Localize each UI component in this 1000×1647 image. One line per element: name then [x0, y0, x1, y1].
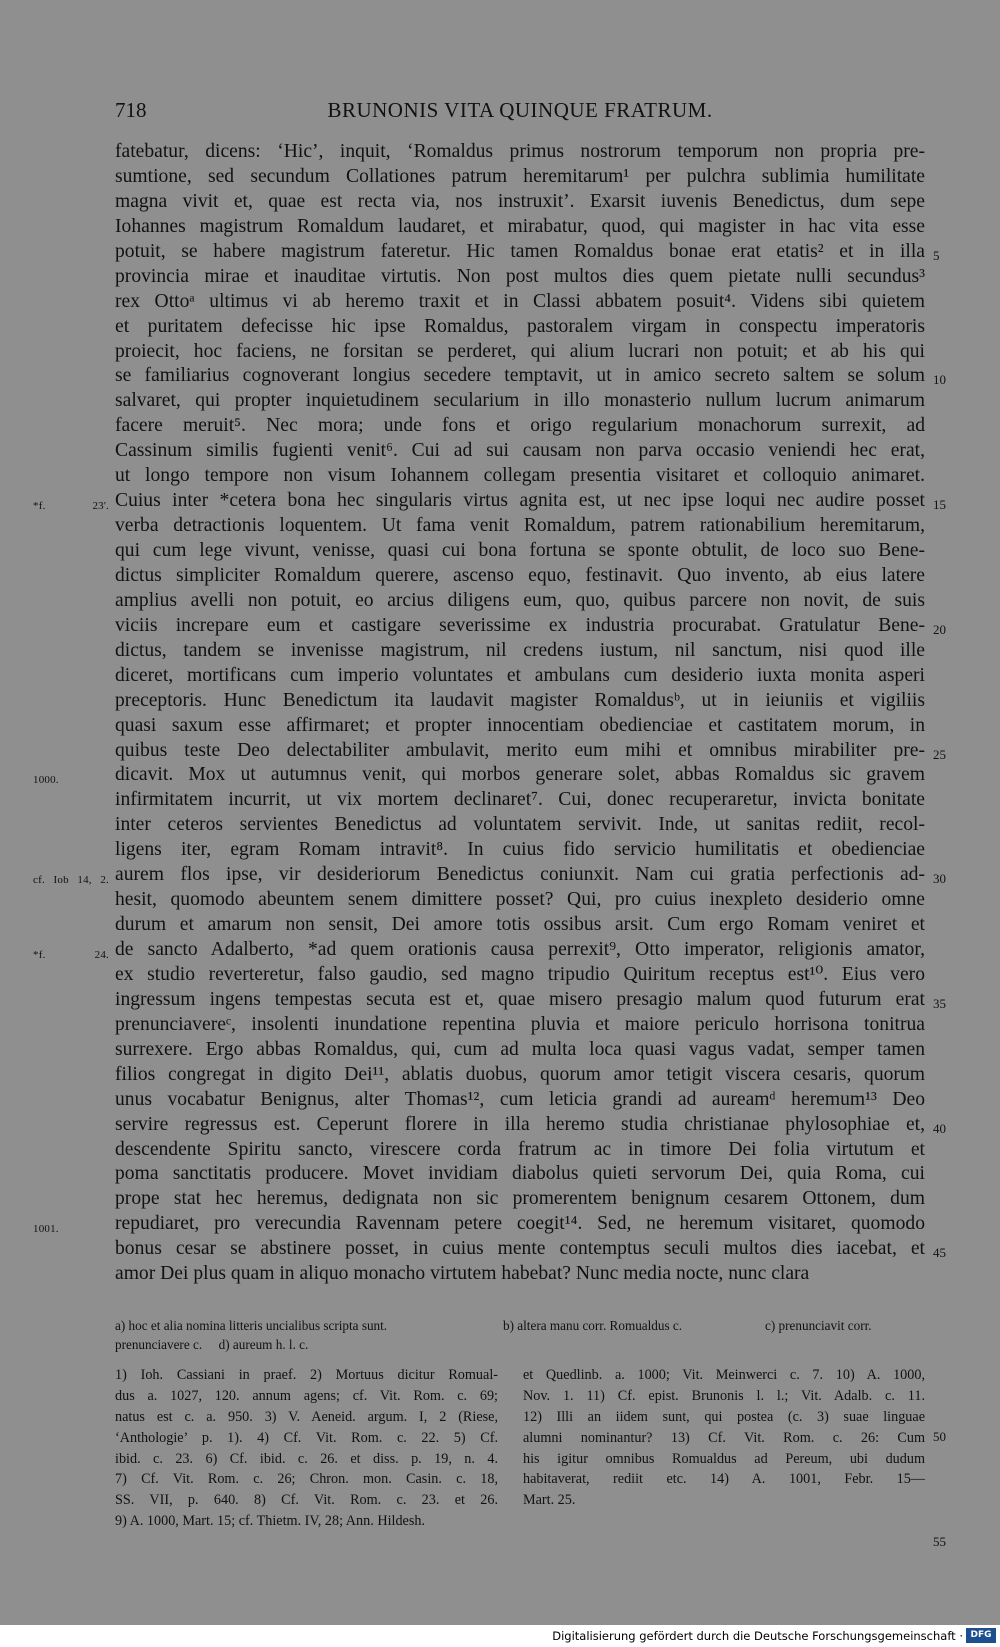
page-number: 718: [115, 98, 147, 122]
text-line: durum et amarum non sensit, Dei amore totis ossibus arsit. Cum ergo Romam veniret et: [115, 914, 925, 936]
page-header: [115, 98, 925, 128]
apparatus-note-c: c) prenunciavit corr.: [765, 1318, 872, 1333]
footnote-line: Mart. 25.: [523, 1492, 576, 1509]
text-line: ingressum ingens tempestas secuta est et, quae misero presagio malum quod futurum erat 35: [115, 988, 925, 1013]
text-line: repudiaret, pro verecundia Ravennam petere coegit¹⁴. Sed, ne heremum visitaret, quomodo 1001.: [115, 1212, 925, 1237]
footnote-line: alumni nominantur? 13) Cf. Vit. Rom. c. 26: Cum: [523, 1429, 925, 1446]
line-number: 25: [933, 746, 946, 762]
footnote-line: 9) A. 1000, Mart. 15; cf. Thietm. IV, 28; Ann. Hildesh.: [115, 1513, 426, 1530]
text-line: Cassinum similis fugienti venit⁶. Cui ad sui causam non parva occasio veniendi hec erat,: [115, 440, 925, 462]
footnote-line: habitaverat, rediit etc. 14) A. 1001, Febr. 15—: [523, 1471, 925, 1488]
text-line: Cuius inter *cetera bona hec singularis virtus agnita est, ut nec ipse loqui nec audire posset *f. 23'. 15: [115, 489, 925, 514]
footnote-line: ibid. c. 23. 6) Cf. ibid. c. 26. et diss. p. 19, n. 4.: [115, 1450, 498, 1467]
footnote-line: 1) Ioh. Cassiani in praef. 2) Mortuus dicitur Romual-: [115, 1367, 498, 1383]
text-line: hesit, quomodo abeuntem senem dimittere posset? Qui, pro cuius inexpleto desiderio omne: [115, 889, 925, 911]
text-line: provincia mirae et inauditae virtutis. Non post multos dies quem pietate nulli secundus³: [115, 265, 925, 287]
line-number: 35: [933, 995, 946, 1011]
text-line: ut longo tempore non visum Iohannem collegam presentia visitaret et colloquio animaret.: [115, 465, 925, 487]
text-line: amor Dei plus quam in aliquo monacho virtutem habebat? Nunc media nocte, nunc clara: [115, 1263, 810, 1285]
text-line: viciis increpare eum et castigare severissime ex industria procurabat. Gratulatur Bene- 20: [115, 614, 925, 639]
margin-note: cf. Iob 14, 2.: [33, 874, 109, 887]
text-line: amplius avelli non potuit, eo arcius diligens eum, quo, quibus parcere non novit, de suis: [115, 589, 925, 611]
text-line: ligens iter, egram Romam intravit⁸. In cuius fido servicio humilitatis et obedienciae: [115, 839, 925, 861]
apparatus-note-d: prenunciavere c. d) aureum h. l. c.: [115, 1337, 309, 1352]
apparatus-row: [115, 1335, 925, 1354]
apparatus-row: [115, 1316, 925, 1335]
text-line: qui cum lege vivunt, venisse, quasi cui bona fortuna se sponte obtulit, de loco suo Bene-: [115, 540, 925, 561]
text-line: unus vocabatur Benignus, alter Thomas¹², cum leticia grandi ad aureamᵈ heremum¹³ Deo: [115, 1088, 925, 1110]
line-number: 15: [933, 497, 946, 513]
line-number: 20: [933, 621, 946, 637]
funding-footer: [0, 1625, 1000, 1647]
footnote-line: dus a. 1027, 120. annum agens; cf. Vit. Rom. c. 69;: [115, 1387, 498, 1404]
text-line: servire regressus est. Ceperunt florere in illa heremo studia christianae phylosophiae et, 40: [115, 1113, 925, 1138]
text-line: quibus teste Deo delectabiliter ambulavit, merito eum mihi et omnibus mirabiliter pre- 25: [115, 739, 925, 764]
footnote-line: et Quedlinb. a. 1000; Vit. Meinwerci c. 7. 10) A. 1000,: [523, 1367, 925, 1383]
text-line: et puritatem defecisse hic ipse Romaldus, pastoralem virgam in conspectu imperatoris: [115, 315, 925, 337]
text-line: salvaret, qui propter inquietudinem secularium in illo monasterio nullum lucrum animarum: [115, 390, 925, 412]
main-text-block: [33, 140, 946, 1287]
text-line: Iohannes magistrum Romaldum laudaret, et mirabatur, quod, qui magister in hac vita esse: [115, 215, 925, 237]
text-line: rex Ottoᵃ ultimus vi ab heremo traxit et in Classi abbatem posuit⁴. Videns sibi quietem: [115, 290, 925, 312]
footnote-line: 7) Cf. Vit. Rom. c. 26; Chron. mon. Casin. c. 18,: [115, 1471, 498, 1488]
line-number: 10: [933, 372, 946, 388]
text-line: dictus, tandem se invenisse magistrum, nil credens iustum, nil sanctum, nisi quod ille: [115, 639, 925, 661]
apparatus-note-b: b) altera manu corr. Romualdus c.: [503, 1318, 683, 1333]
text-line: inter ceteros servientes Benedictus ad voluntatem servivit. Inde, ut sanitas rediit, recol-: [115, 814, 925, 836]
text-line: preceptoris. Hunc Benedictum ita laudavit magister Romaldusᵇ, ut in ieiuniis et vigiliis: [115, 689, 925, 711]
text-line: de sancto Adalberto, *ad quem orationis causa perrexit⁹, Otto imperator, religionis amator, *f. 24.: [115, 938, 925, 963]
text-line: verba detractionis loquentem. Ut fama venit Romaldum, patrem rationabilium heremitarum,: [115, 515, 925, 537]
text-line: filios congregat in digito Dei¹¹, ablatis duobus, quorum amor tetigit viscera cesaris, quorum: [115, 1063, 925, 1085]
text-line: sumtione, sed secundum Collationes patrum heremitarum¹ per pulchra sublimia humilitate: [115, 165, 925, 187]
text-line: aurem flos ipse, vir desideriorum Benedictus coniunxit. Nam cui gratia perfectionis ad- cf. Iob 14, 2. 30: [115, 863, 925, 888]
text-line: dicavit. Mox ut autumnus venit, qui morbos generare solet, abbas Romaldus sic gravem 1000.: [115, 763, 925, 788]
text-line: fatebatur, dicens: ‘Hic’, inquit, ‘Romaldus primus nostrorum temporum non propria pre-: [115, 141, 925, 162]
dfg-logo: DFG: [966, 1628, 996, 1643]
text-line: surrexere. Ergo abbas Romaldus, qui, cum ad multa loca quasi vagus vadat, semper tamen: [115, 1038, 925, 1060]
text-line: magna vivit et, quae est recta via, nos instruxit’. Exarsit iuvenis Benedictus, dum sepe: [115, 190, 925, 212]
margin-note: *f. 24.: [33, 949, 109, 961]
text-line: diceret, mortificans cum imperio voluntates et ambulans cum desiderio iuxta monita asperi: [115, 664, 925, 686]
text-line: prope stat hec heremus, dedignata non sic promerentem benignum cesarem Ottonem, dum: [115, 1188, 925, 1210]
text-line: potuit, se habere magistrum fateretur. Hic tamen Romaldus bonae erat etatis² et in illa 5: [115, 240, 925, 265]
footnotes-left-column: [115, 1365, 498, 1532]
margin-note: *f. 23'.: [33, 500, 109, 513]
line-number: 50: [933, 1429, 946, 1444]
margin-note: 1000.: [33, 774, 59, 787]
text-line: dictus simpliciter Romaldum querere, ascenso equo, festinavit. Quo invento, ab eius latere: [115, 564, 925, 586]
text-line: ex studio reverteretur, falso gaudio, sed magno tripudio Quiritum receptus est¹⁰. Eius vero: [115, 963, 925, 985]
critical-apparatus: [115, 1316, 925, 1354]
text-line: bonus cesar se abstinere posset, in cuius mente contemptus seculi multos dies iacebat, et 45: [115, 1237, 925, 1262]
text-line: descendente Spiritu sancto, virescere corda fratrum ac in timore Dei folia virtutum et: [115, 1138, 925, 1160]
footnote-line: SS. VII, p. 640. 8) Cf. Vit. Rom. c. 23. et 26.: [115, 1492, 498, 1509]
line-number: 45: [933, 1245, 946, 1261]
line-number: 30: [933, 871, 946, 887]
line-number: 55: [933, 1534, 946, 1549]
text-line: quasi saxum esse affirmaret; et propter innocentiam obedienciae et castitatem morum, in: [115, 714, 925, 736]
text-line: poma sanctitatis producere. Movet invidiam diabolus quieti servorum Dei, quia Roma, cui: [115, 1163, 925, 1185]
funding-text: Digitalisierung gefördert durch die Deutsche Forschungsgemeinschaft ·: [552, 1629, 963, 1643]
line-number: 5: [933, 247, 940, 263]
text-line: prenunciavereᶜ, insolenti inundatione repentina pluvia et maiore periculo horrisona tonitrua: [115, 1013, 925, 1035]
margin-note: 1001.: [33, 1223, 59, 1236]
running-title: BRUNONIS VITA QUINQUE FRATRUM.: [327, 98, 713, 122]
footnote-line: ‘Anthologie’ p. 1). 4) Cf. Vit. Rom. c. 22. 5) Cf.: [115, 1429, 498, 1446]
apparatus-note-a: a) hoc et alia nomina litteris uncialibus scripta sunt.: [115, 1318, 388, 1333]
footnote-line: natus est c. a. 950. 3) V. Aeneid. argum. I, 2 (Riese,: [115, 1408, 498, 1425]
footnote-line: Nov. 1. 11) Cf. epist. Brunonis l. l.; Vit. Adalb. c. 11.: [523, 1387, 925, 1404]
text-line: facere meruit⁵. Nec mora; unde fons et origo regularium monachorum surrexit, ad: [115, 415, 925, 437]
footnote-line: 12) Illi an iidem sunt, qui postea (c. 3) suae linguae: [523, 1408, 925, 1425]
text-line: proiecit, hoc faciens, ne forsitan se perderet, qui alium lucrari non potuit; et ab his qui: [115, 340, 925, 362]
text-line: infirmitatem incurrit, ut vix mortem declinaret⁷. Cui, donec recuperaretur, invicta bonitate: [115, 789, 925, 811]
line-number: 40: [933, 1120, 946, 1136]
text-line: se familiarius cognoverant longius secedere temptavit, ut in amico secreto saltem se solum 10: [115, 364, 925, 389]
footnotes-right-column: [523, 1365, 925, 1511]
footnote-line: his igitur omnibus Romualdus ad Pereum, ubi dudum: [523, 1450, 925, 1467]
